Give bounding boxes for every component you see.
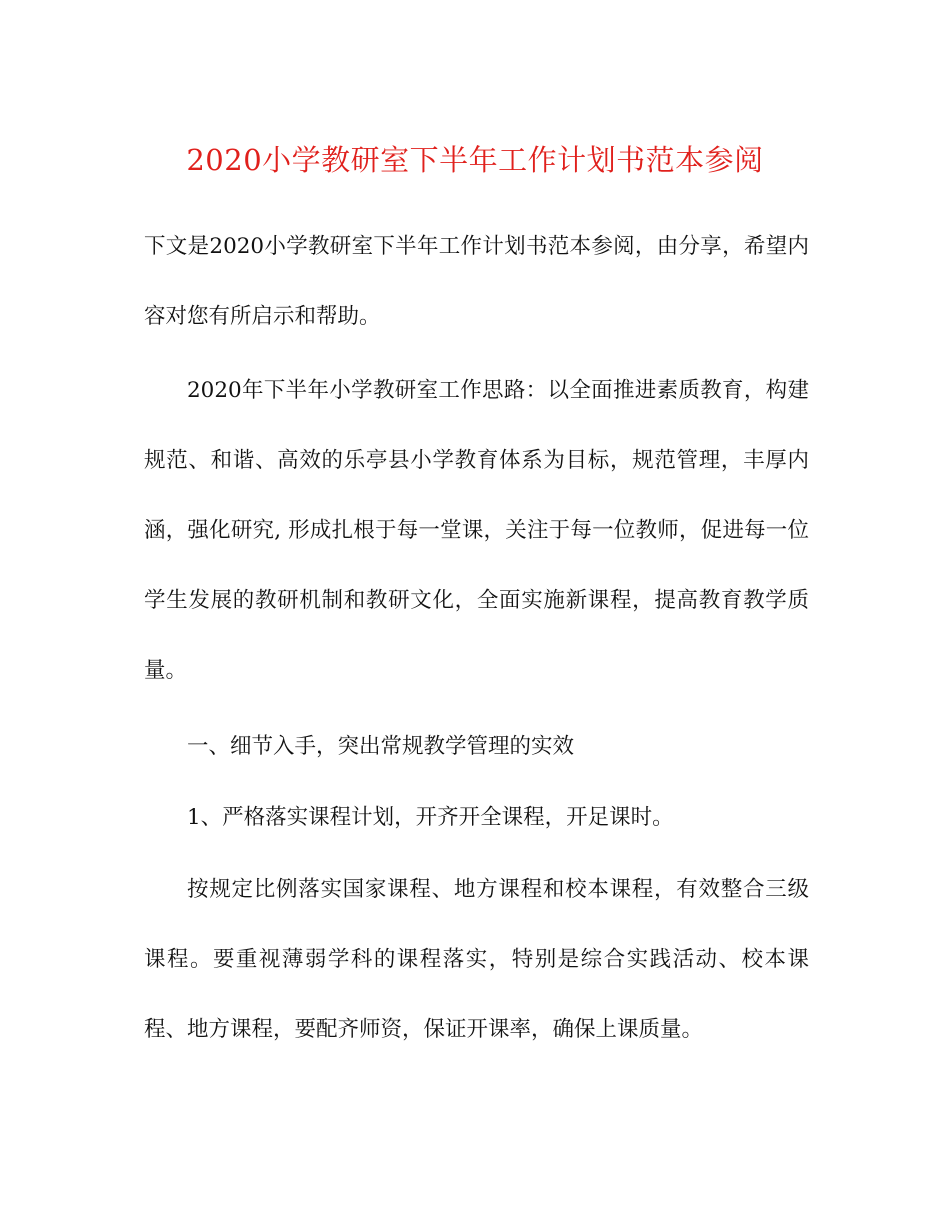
work-idea-paragraph: 2020年下半年小学教研室工作思路：以全面推进素质教育，构建规范、和谐、高效的乐亭县小学教育体系为目标，规范管理，丰厚内涵，强化研究, 形成扎根于每一堂课，关注于每一位教师，促进每一位学生发展的教研机制和教研文化，全面实施新课程，提高教育教学质量。 [144,378,809,683]
document-title: 2020小学教研室下半年工作计划书范本参阅 [186,143,764,177]
section-heading-1: 一、细节入手，突出常规教学管理的实效 [187,734,575,759]
item-heading-1: 1、严格落实课程计划，开齐开全课程，开足课时。 [187,805,674,830]
item-1-body-paragraph: 按规定比例落实国家课程、地方课程和校本课程，有效整合三级课程。要重视薄弱学科的课程落实，特别是综合实践活动、校本课程、地方课程，要配齐师资，保证开课率，确保上课质量。 [144,877,809,1042]
intro-paragraph: 下文是2020小学教研室下半年工作计划书范本参阅，由分享，希望内容对您有所启示和帮助。 [144,234,809,329]
